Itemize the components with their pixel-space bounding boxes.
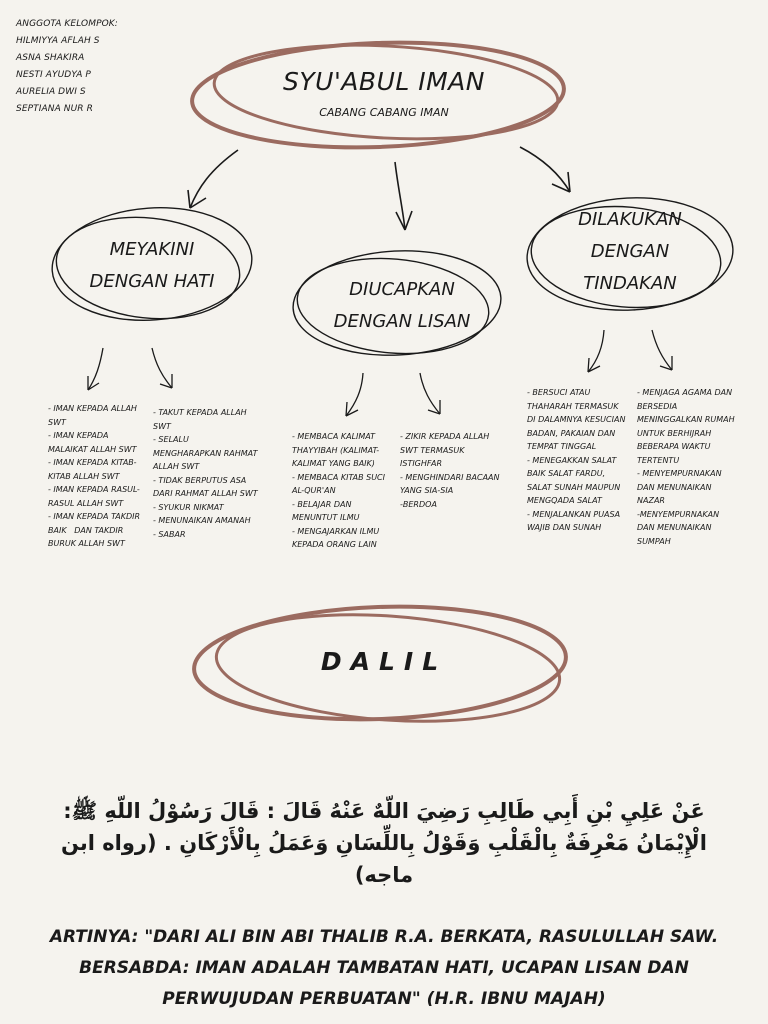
list-item: - BELAJAR DAN MENUNTUT ILMU bbox=[292, 499, 360, 522]
list-item: - SELALU MENGHARAPKAN RAHMAT ALLAH SWT bbox=[153, 435, 261, 471]
member-name: ASNA SHAKIRA bbox=[16, 53, 85, 63]
list-item: - IMAN KEPADA TAKDIR BAIK DAN TAKDIR BURUK ALLAH SWT bbox=[48, 512, 143, 548]
dalil-heading: DALIL bbox=[320, 647, 448, 676]
list-lisan-a bbox=[292, 430, 392, 552]
list-hati-a bbox=[48, 402, 144, 551]
list-item: - BERSUCI ATAU THAHARAH TERMASUK DI DALAMNYA KESUCIAN BADAN, PAKAIAN DAN TEMPAT TINGGAL bbox=[527, 388, 628, 451]
arrow-right bbox=[520, 147, 570, 192]
member-name: AURELIA DWI S bbox=[16, 87, 86, 97]
list-item: - SABAR bbox=[153, 529, 186, 539]
list-item: - MENEGAKKAN SALAT BAIK SALAT FARDU, SALAT SUNAH MAUPUN MENGQADA SALAT bbox=[527, 455, 623, 505]
list-tindakan-b bbox=[637, 386, 737, 548]
branch-label-hati: MEYAKINI DENGAN HATI bbox=[89, 239, 215, 292]
list-item: - MEMBACA KALIMAT THAYYIBAH (KALIMAT-KALIMAT YANG BAIK) bbox=[292, 432, 380, 468]
page-subtitle: CABANG CABANG IMAN bbox=[319, 106, 449, 119]
list-item: - ZIKIR KEPADA ALLAH SWT TERMASUK ISTIGHFAR bbox=[400, 432, 492, 468]
hadith-translation: ARTINYA: "DARI ALI BIN ABI THALIB R.A. BERKATA, RASULULLAH SAW. BERSABDA: IMAN ADALAH TAMBATAN HATI, UCAPAN LISAN DAN PERWUJUDAN PERBUATAN" (H.R. IBNU MAJAH) bbox=[49, 927, 719, 1009]
arrow-middle bbox=[395, 162, 412, 230]
member-name: HILMIYYA AFLAH S bbox=[16, 36, 100, 46]
list-item: - MENUNAIKAN AMANAH bbox=[153, 516, 251, 525]
list-lisan-b bbox=[400, 430, 504, 511]
list-item: - IMAN KEPADA ALLAH SWT bbox=[48, 404, 140, 427]
list-item: - MENJAGA AGAMA DAN BERSEDIA MENINGGALKAN RUMAH UNTUK BERHIJRAH BEBERAPA WAKTU TERTENTU bbox=[637, 388, 738, 465]
list-item: - MENYEMPURNAKAN DAN MENUNAIKAN NAZAR bbox=[637, 469, 725, 505]
hadith-arabic: عَنْ عَلِيِ بْنِ أَبِي طَالِبِ رَضِيَ اللّهٌ عَنْهُ قَالَ : قَالَ رَسُوْلُ اللّهِ ﷺ: الْإِيْمَانُ مَعْرِفَةٌ بِالْقَلْبِ وَقَوْلُ بِاللِّسَانِ وَعَمَلُ بِالْأَرْكَانِ . (رواه ابن ماجه) bbox=[60, 799, 708, 887]
member-name: NESTI AYUDYA P bbox=[16, 70, 91, 80]
member-name: SEPTIANA NUR R bbox=[16, 104, 93, 114]
list-item: - MENJALANKAN PUASA WAJIB DAN SUNAH bbox=[527, 509, 623, 532]
list-item: -BERDOA bbox=[400, 499, 437, 509]
page-title: SYU'ABUL IMAN bbox=[283, 67, 485, 96]
branch-label-tindakan: DILAKUKAN DENGAN TINDAKAN bbox=[578, 209, 682, 294]
list-item: - MENGHINDARI BACAAN YANG SIA-SIA bbox=[400, 472, 503, 495]
list-item: - IMAN KEPADA KITAB-KITAB ALLAH SWT bbox=[48, 458, 137, 481]
members-heading: ANGGOTA KELOMPOK: bbox=[16, 19, 118, 29]
arrow-left bbox=[188, 150, 238, 208]
list-item: - IMAN KEPADA RASUL-RASUL ALLAH SWT bbox=[48, 485, 140, 508]
list-item: - TIDAK BERPUTUS ASA DARI RAHMAT ALLAH SWT bbox=[153, 475, 258, 498]
list-hati-b bbox=[153, 406, 259, 541]
list-item: -MENYEMPURNAKAN DAN MENUNAIKAN SUMPAH bbox=[637, 509, 722, 546]
list-tindakan-a bbox=[527, 386, 629, 535]
branch-label-lisan: DIUCAPKAN DENGAN LISAN bbox=[333, 279, 471, 332]
list-item: - SYUKUR NIKMAT bbox=[153, 502, 224, 512]
list-item: - MENGAJARKAN ILMU KEPADA ORANG LAIN bbox=[292, 526, 382, 549]
list-item: - MEMBACA KITAB SUCI AL-QUR'AN bbox=[292, 472, 388, 495]
list-item: - IMAN KEPADA MALAIKAT ALLAH SWT bbox=[48, 431, 137, 454]
list-item: - TAKUT KEPADA ALLAH SWT bbox=[153, 408, 250, 431]
